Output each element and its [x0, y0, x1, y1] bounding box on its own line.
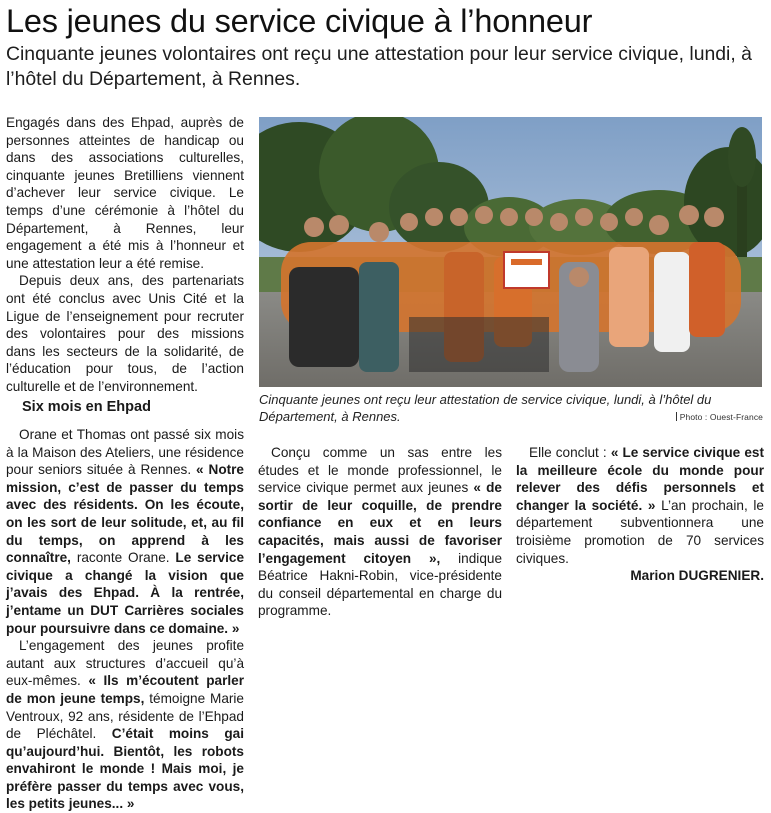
- author-signature: Marion DUGRENIER.: [630, 568, 764, 584]
- column-1-top: [6, 114, 244, 396]
- paragraph-sas-attribution: indique Béatrice Hakni-Robin, vice-présidente du conseil départemental en charge du programme.: [258, 550, 503, 619]
- headline: Les jeunes du service civique à l’honneur: [6, 3, 593, 39]
- paragraph-orane: [6, 426, 244, 637]
- lead-paragraph-2: Depuis deux ans, des partenariats ont été conclus avec Unis Cité et la Ligue de l’enseignement pour recruter des volontaires pour des missions dans les secteurs de la solidarité, de l’éducation pour tous, de l’action culturelle et de l’environnement.: [6, 273, 244, 394]
- paragraph-conclusion-outro: L’an prochain, le département subventionnera une troisième promotion de 70 services civiques.: [516, 497, 764, 566]
- subheadline: Cinquante jeunes volontaires ont reçu une attestation pour leur service civique, lundi, à l’hôtel du Département, à Rennes.: [6, 43, 752, 90]
- section-title: Six mois en Ehpad: [22, 399, 151, 415]
- quote-hakni-robin: « de sortir de leur coquille, de prendre confiance en eux et en leurs capacités, mais aussi de favoriser l’engagement citoyen »,: [258, 480, 502, 566]
- quote-conclusion: « Le service civique est la meilleure école du monde pour relever des défis personnels et changer la société. »: [516, 445, 764, 513]
- quote-orane-part-2: Le service civique a changé la vision que j’avais des Ehpad. À la rentrée, j’entame un DUT Carrières sociales pour poursuivre dans ce domaine. »: [6, 550, 245, 636]
- paragraph-orane-attribution: raconte Orane.: [70, 550, 176, 566]
- group-photo: [259, 117, 762, 387]
- paragraph-conclusion: [516, 444, 764, 567]
- paragraph-marie: [6, 637, 244, 813]
- photo-credit: [676, 412, 763, 422]
- quote-marie-part-1: « Ils m’écoutent parler de mon jeune temps,: [6, 673, 245, 706]
- paragraph-orane-intro: Orane et Thomas ont passé six mois à la Maison des Ateliers, une résidence pour seniors située à Rennes.: [6, 427, 244, 478]
- photo-caption: Cinquante jeunes ont reçu leur attestation de service civique, lundi, à l’hôtel du Département, à Rennes.: [259, 392, 712, 424]
- quote-orane-part-1: « Notre mission, c’est de passer du temps avec des résidents. On les écoute, on les sort de leur solitude, et, au fil du temps, on apprend à les connaître,: [6, 462, 244, 566]
- credit-separator: [676, 412, 677, 421]
- column-1-bottom: [6, 426, 244, 813]
- paragraph-conclusion-intro: Elle conclut :: [529, 445, 611, 460]
- group-photo-illustration: [259, 117, 762, 387]
- paragraph-sas-intro: Conçu comme un sas entre les études et le monde professionnel, le service civique permet aux jeunes: [258, 445, 502, 496]
- quote-marie-part-2: C’était moins gai qu’aujourd’hui. Bientôt, les robots envahiront le monde ! Mais moi, je préfère passer du temps avec vous, les petits jeunes... »: [6, 726, 244, 812]
- column-2: [258, 444, 502, 620]
- photo-credit-text: Photo : Ouest-France: [679, 412, 763, 422]
- paragraph-marie-attribution: témoigne Marie Ventroux, 92 ans, résidente de l’Ehpad de Pléchâtel.: [6, 690, 244, 742]
- paragraph-marie-intro: L’engagement des jeunes profite autant aux structures d’accueil qu’à eux-mêmes.: [6, 638, 244, 689]
- lead-paragraph-1: Engagés dans des Ehpad, auprès de personnes atteintes de handicap ou dans des associations culturelles, cinquante jeunes Bretilliens viennent d’achever leur service civique. Le temps d’une cérémonie à l’hôtel du Département, à Rennes, leur engagement a été mis à l’honneur et une attestation leur a été remise.: [6, 115, 244, 271]
- column-3: [516, 444, 764, 585]
- paragraph-sas: [258, 444, 502, 620]
